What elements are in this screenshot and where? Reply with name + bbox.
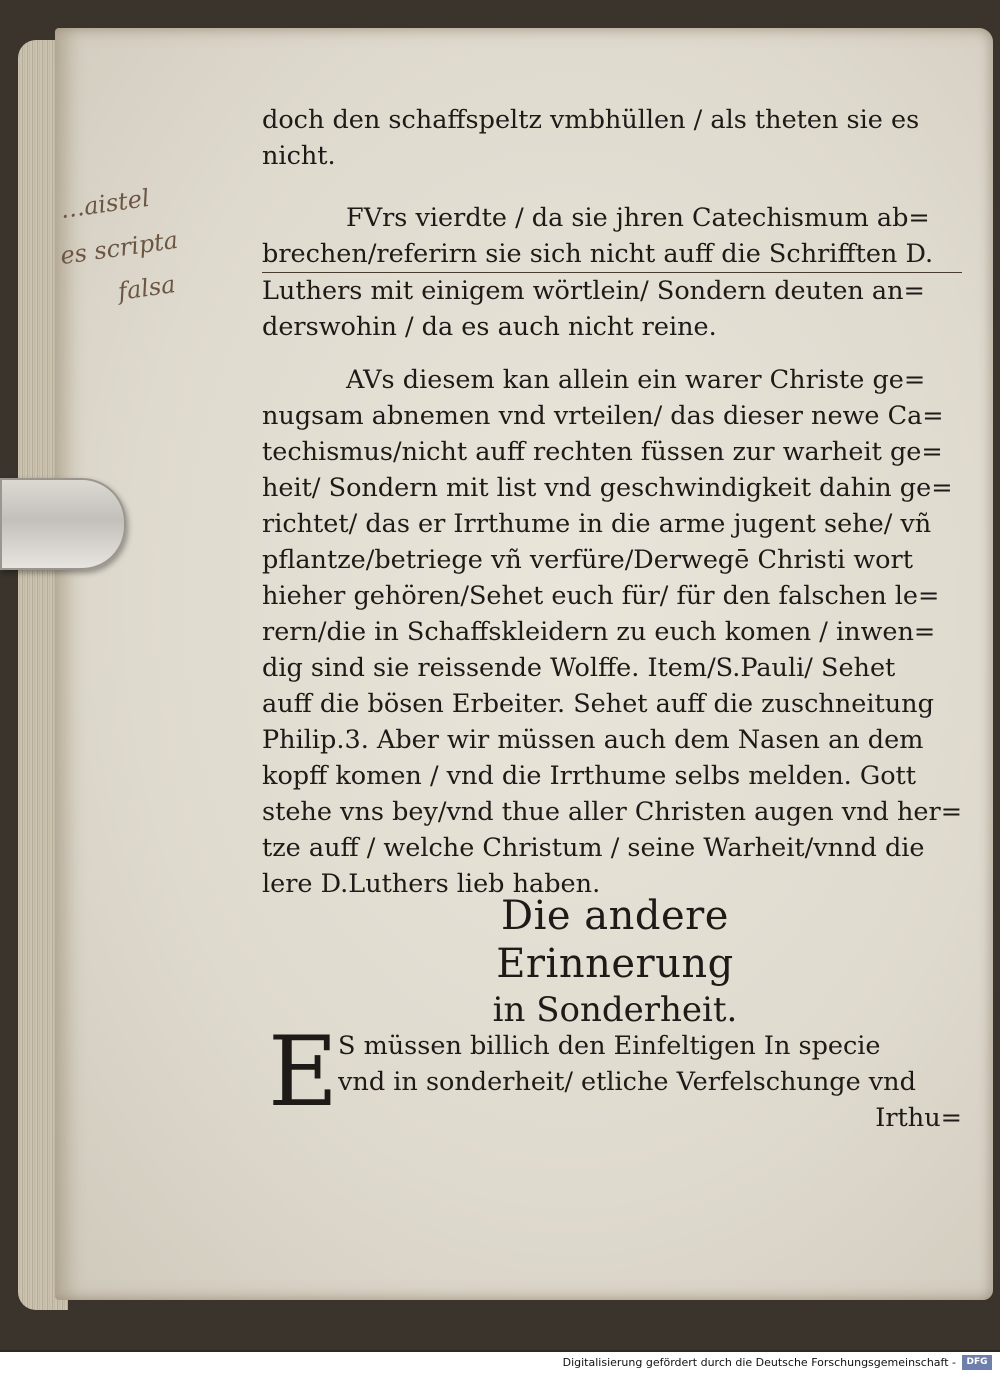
bookmark-tab xyxy=(0,478,126,570)
drop-cap: E xyxy=(268,1016,339,1128)
paragraph-1 xyxy=(262,102,962,174)
footer-bar xyxy=(0,1352,1000,1374)
margin-note-2: es scripta xyxy=(58,225,180,271)
text-line: techismus/nicht auff rechten füssen zur warheit ge= xyxy=(262,437,943,467)
text-line: richtet/ das er Irrthume in die arme jugent sehe/ vñ xyxy=(262,509,932,539)
dfg-logo-icon: DFG xyxy=(962,1355,992,1370)
funding-credit: Digitalisierung gefördert durch die Deutsche Forschungsgemeinschaft - xyxy=(562,1356,956,1369)
heading-line-2: in Sonderheit. xyxy=(492,990,738,1030)
section-heading xyxy=(380,892,850,1032)
text-line: Philip.3. Aber wir müssen auch dem Nasen an dem xyxy=(262,725,924,755)
text-line: dig sind sie reissende Wolffe. Item/S.Pauli/ Sehet xyxy=(262,653,896,683)
paragraph-2 xyxy=(262,200,962,345)
margin-note-1: …aistel xyxy=(58,183,152,225)
text-line: S müssen billich den Einfeltigen In specie xyxy=(338,1031,881,1061)
text-line: doch den schaffspeltz vmbhüllen / als theten sie es xyxy=(262,105,920,135)
text-line: nicht. xyxy=(262,141,336,171)
margin-note-3: falsa xyxy=(116,270,178,306)
text-line: stehe vns bey/vnd thue aller Christen augen vnd her= xyxy=(262,797,962,827)
text-line: hieher gehören/Sehet euch für/ für den falschen le= xyxy=(262,581,940,611)
text-line: brechen/referirn sie sich nicht auff die Schrifften D. xyxy=(262,236,962,273)
paragraph-4 xyxy=(338,1028,962,1136)
text-line: lere D.Luthers lieb haben. xyxy=(262,869,601,899)
paragraph-3 xyxy=(262,362,962,902)
text-line: heit/ Sondern mit list vnd geschwindigkeit dahin ge= xyxy=(262,473,953,503)
text-line: Luthers mit einigem wörtlein/ Sondern deuten an= xyxy=(262,276,925,306)
text-line: vnd in sonderheit/ etliche Verfelschunge vnd xyxy=(338,1067,916,1097)
text-line: nugsam abnemen vnd vrteilen/ das dieser newe Ca= xyxy=(262,401,944,431)
text-line: rern/die in Schaffskleidern zu euch komen / inwen= xyxy=(262,617,936,647)
text-line: AVs diesem kan allein ein warer Christe ge= xyxy=(346,365,926,395)
text-line: derswohin / da es auch nicht reine. xyxy=(262,312,717,342)
catchword: Irthu= xyxy=(875,1103,962,1133)
text-line: pflantze/betriege vñ verfüre/Derwegē Christi wort xyxy=(262,545,913,575)
text-line: auff die bösen Erbeiter. Sehet auff die zuschneitung xyxy=(262,689,934,719)
text-line: tze auff / welche Christum / seine Warheit/vnnd die xyxy=(262,833,925,863)
heading-line-1: Die andere Erinnerung xyxy=(496,893,734,987)
text-line: kopff komen / vnd die Irrthume selbs melden. Gott xyxy=(262,761,917,791)
text-line: FVrs vierdte / da sie jhren Catechismum ab= xyxy=(346,203,930,233)
